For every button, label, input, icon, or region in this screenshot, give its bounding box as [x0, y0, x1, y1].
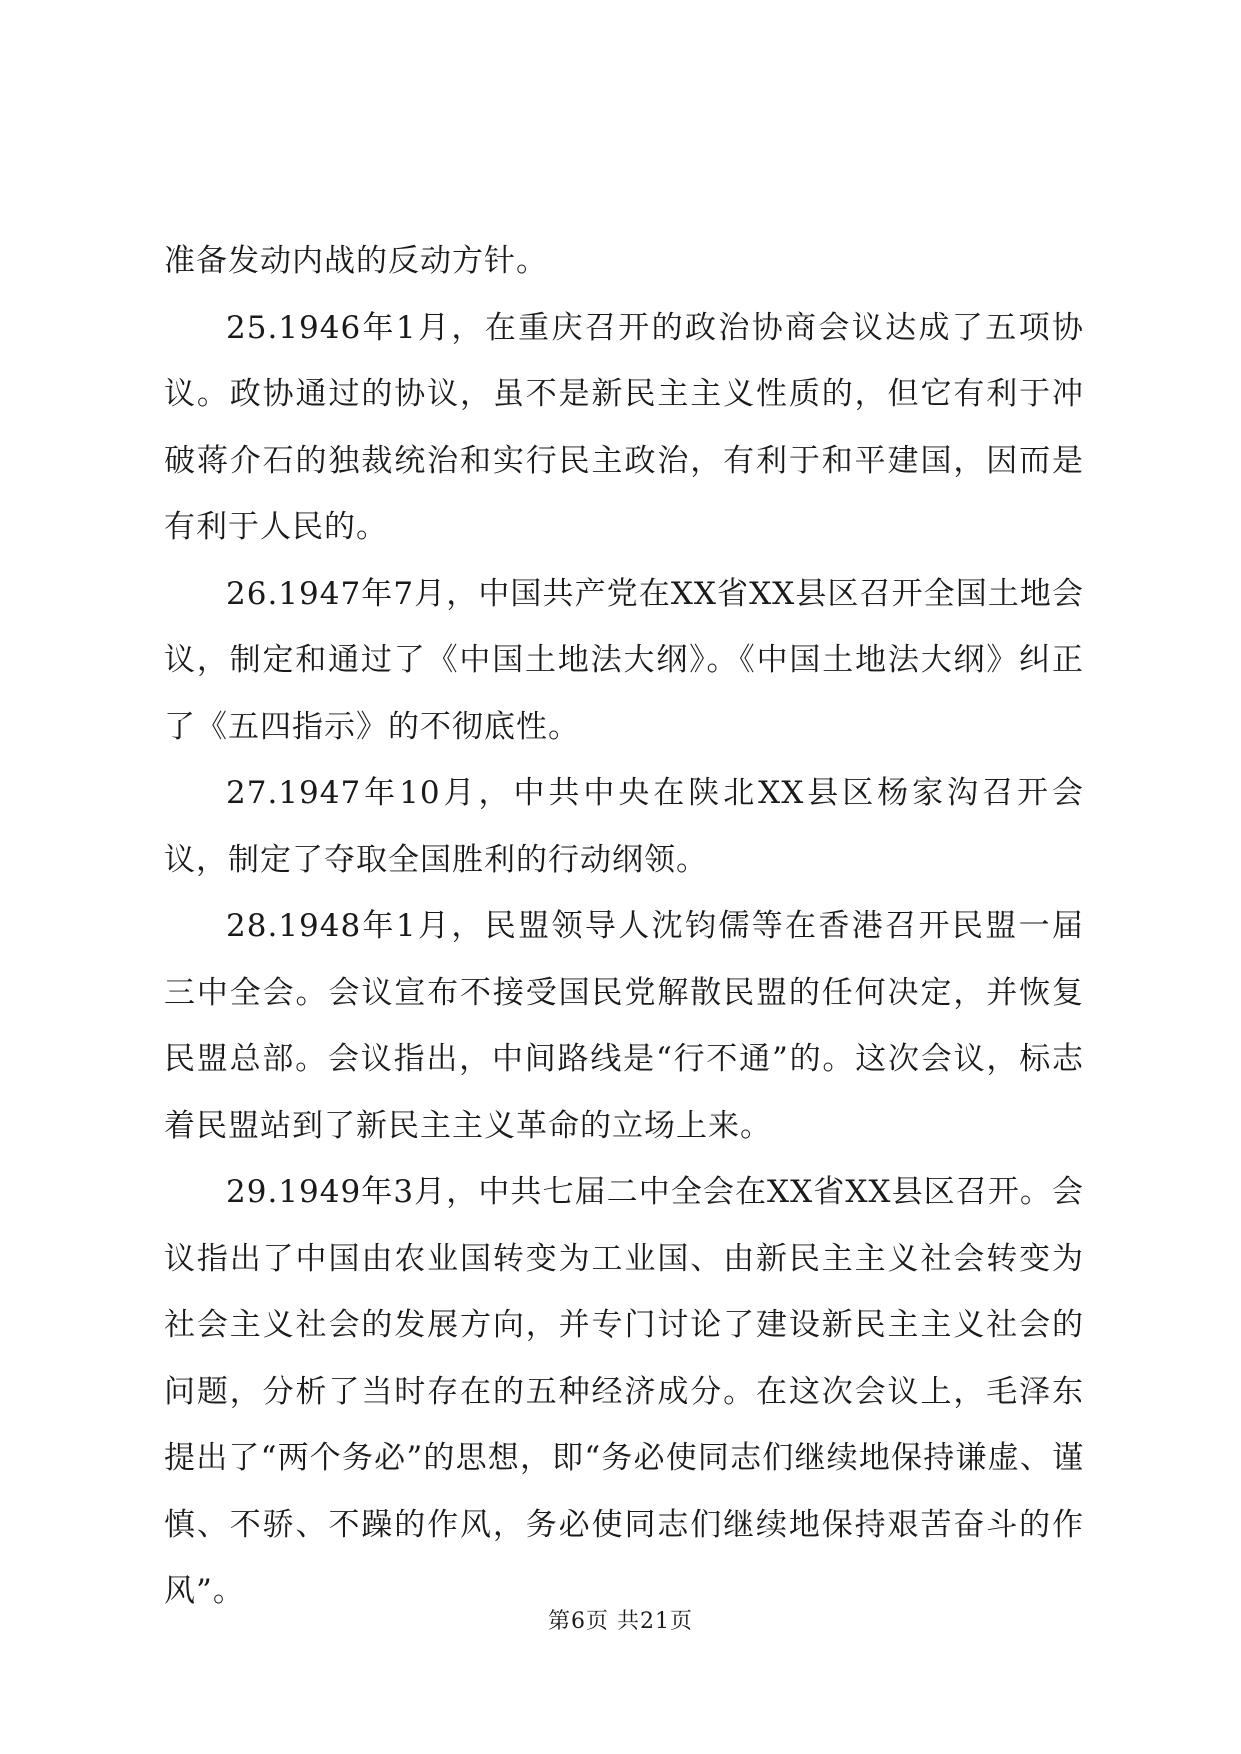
paragraph-item-26: 26.1947年7月，中国共产党在XX省XX县区召开全国土地会议，制定和通过了《中国土地法大纲》。《中国土地法大纲》纠正了《五四指示》的不彻底性。 — [164, 575, 1084, 745]
document-body — [164, 228, 1084, 1625]
paragraph-item-29: 29.1949年3月，中共七届二中全会在XX省XX县区召开。会议指出了中国由农业国转变为工业国、由新民主主义社会转变为社会主义社会的发展方向，并专门讨论了建设新民主主义社会的问题，分析了当时存在的五种经济成分。在这次会议上，毛泽东提出了“两个务必”的思想，即“务必使同志们继续地保持谦虚、谨慎、不骄、不躁的作风，务必使同志们继续地保持艰苦奋斗的作风”。 — [164, 1174, 1084, 1609]
paragraph-item-28: 28.1948年1月，民盟领导人沈钧儒等在香港召开民盟一届三中全会。会议宣布不接受国民党解散民盟的任何决定，并恢复民盟总部。会议指出，中间路线是“行不通”的。这次会议，标志着民盟站到了新民主主义革命的立场上来。 — [164, 908, 1084, 1144]
paragraph-item-25: 25.1946年1月，在重庆召开的政治协商会议达成了五项协议。政协通过的协议，虽不是新民主主义性质的，但它有利于冲破蒋介石的独裁统治和实行民主政治，有利于和平建国，因而是有利于人民的。 — [164, 309, 1084, 545]
paragraph-item-27: 27.1947年10月，中共中央在陕北XX县区杨家沟召开会议，制定了夺取全国胜利的行动纲领。 — [164, 775, 1084, 878]
page-number-footer: 第6页 共21页 — [548, 1609, 693, 1634]
paragraph-continuation: 准备发动内战的反动方针。 — [164, 243, 548, 279]
